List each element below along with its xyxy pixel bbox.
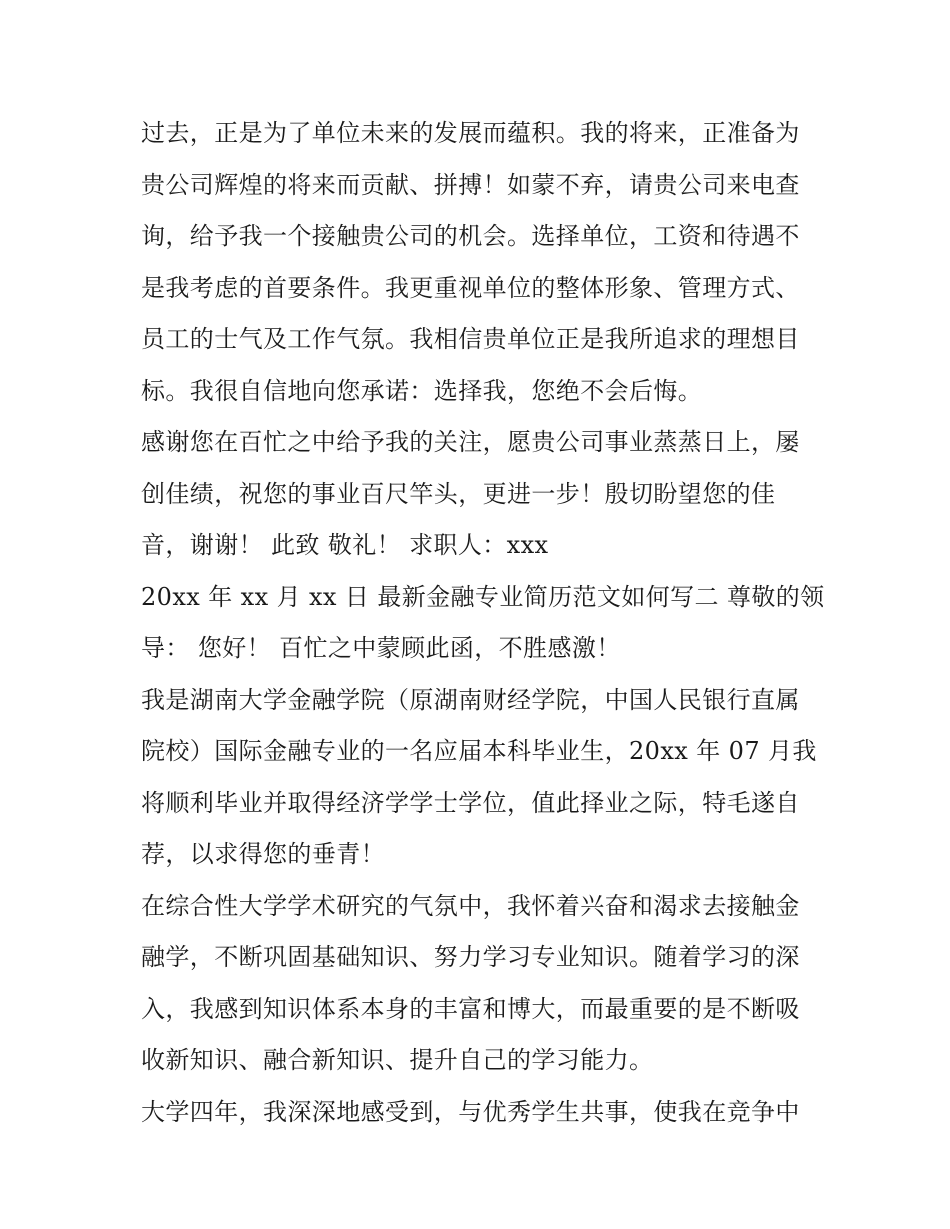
text-line: 过去，正是为了单位未来的发展而蕴积。我的将来，正准备为 — [141, 119, 800, 147]
text-line: 20xx 年 xx 月 xx 日 最新金融专业简历范文如何写二 尊敬的领 — [141, 582, 825, 611]
text-line: 荐，以求得您的垂青！ — [141, 840, 385, 868]
document-body — [141, 108, 825, 1138]
text-line: 我是湖南大学金融学院（原湖南财经学院，中国人民银行直属 — [141, 685, 800, 714]
text-line: 融学，不断巩固基础知识、努力学习专业知识。随着学习的深 — [141, 943, 800, 971]
text-line: 导： 您好！ 百忙之中蒙顾此函，不胜感激！ — [141, 634, 621, 662]
text-line: 标。我很自信地向您承诺：选择我，您绝不会后悔。 — [141, 376, 703, 405]
text-line: 大学四年，我深深地感受到，与优秀学生共事，使我在竞争中 — [141, 1097, 800, 1126]
text-line: 是我考虑的首要条件。我更重视单位的整体形象、管理方式、 — [141, 273, 800, 302]
text-line: 员工的士气及工作气氛。我相信贵单位正是我所追求的理想目 — [141, 325, 800, 353]
text-line: 贵公司辉煌的将来而贡献、拼搏！如蒙不弃，请贵公司来电查 — [141, 170, 800, 199]
text-line: 音，谢谢！ 此致 敬礼！ 求职人：xxx — [141, 531, 549, 559]
text-line: 院校）国际金融专业的一名应届本科毕业生，20xx 年 07 月我 — [141, 737, 817, 765]
text-line: 询，给予我一个接触贵公司的机会。选择单位，工资和待遇不 — [141, 222, 800, 250]
text-line: 在综合性大学学术研究的气氛中，我怀着兴奋和渴求去接触金 — [141, 891, 800, 920]
text-line: 将顺利毕业并取得经济学学士学位，值此择业之际，特毛遂自 — [141, 788, 800, 817]
text-line: 收新知识、融合新知识、提升自己的学习能力。 — [141, 1046, 654, 1074]
text-line: 创佳绩，祝您的事业百尺竿头，更进一步！殷切盼望您的佳 — [141, 479, 776, 508]
text-line: 入，我感到知识体系本身的丰富和博大，而最重要的是不断吸 — [141, 994, 800, 1023]
text-line: 感谢您在百忙之中给予我的关注，愿贵公司事业蒸蒸日上，屡 — [141, 428, 800, 456]
